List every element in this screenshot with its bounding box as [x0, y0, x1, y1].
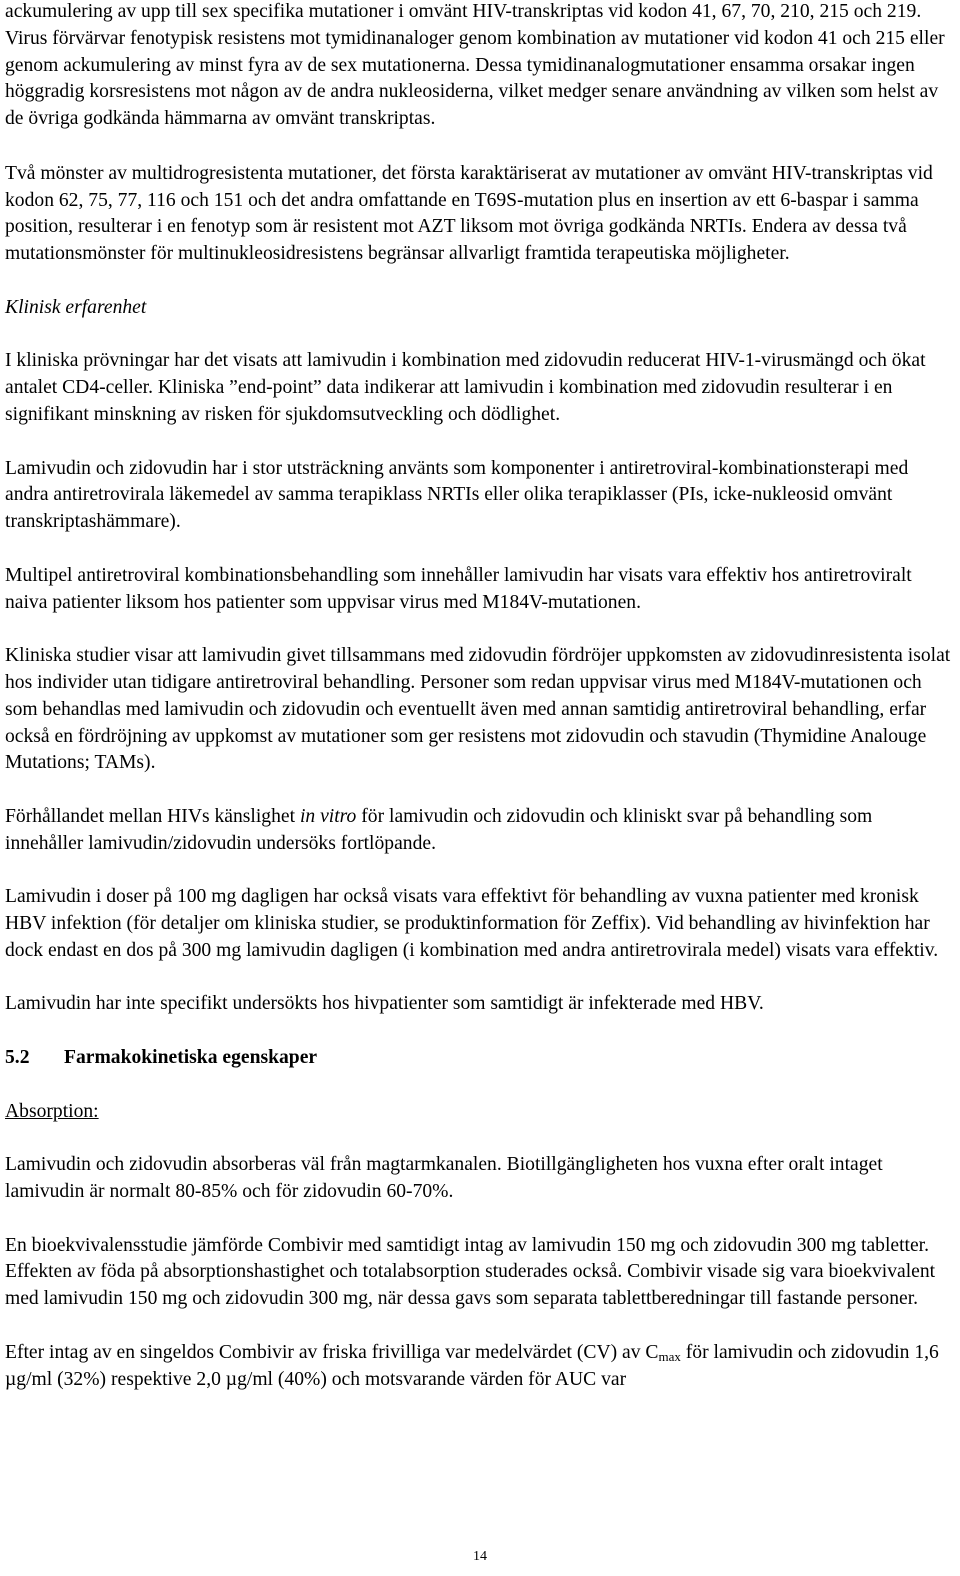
- paragraph-clinical-trials: I kliniska prövningar har det visats att lamivudin i kombination med zidovudin reducerat HIV-1-virusmängd och ökat antalet CD4-celler. Kliniska ”end-point” data indikerar att lamivudin i kombination med zidovudin resulterar i en signifikant minskning av risken för sjukdomsutveckling och dödlighet.: [5, 350, 926, 425]
- heading-absorption: Absorption:: [5, 1100, 99, 1122]
- cmax-text-after: för lamivudin och zidovudin 1,6 µg/ml (32%) respektive 2,0 µg/ml (40%) och motsvarande värden för AUC var: [5, 1341, 939, 1390]
- paragraph-in-vitro-sensitivity: [5, 804, 955, 858]
- in-vitro-text-after: för lamivudin och zidovudin och kliniskt svar på behandling som innehåller lamivudin/zidovudin undersöks fortlöpande.: [5, 805, 873, 854]
- document-page: [5, 0, 955, 1393]
- in-vitro-italic: in vitro: [299, 805, 357, 827]
- paragraph-combination-therapy: Lamivudin och zidovudin har i stor utsträckning använts som komponenter i antiretroviral-kombinationsterapi med andra antiretrovirala läkemedel av samma terapiklass NRTIs eller olika terapiklasser (PIs, icke-nukleosid omvänt transkriptashämmare).: [5, 457, 909, 533]
- section-number: 5.2: [5, 1047, 30, 1069]
- page-number: 14: [473, 1549, 487, 1564]
- paragraph-clinical-studies: Kliniska studier visar att lamivudin givet tillsammans med zidovudin fördröjer uppkomsten av zidovudinresistenta isolat hos individer utan tidigare antiretroviral behandling. Personer som redan uppvisar virus med M184V-mutationen och som behandlas med lamivudin och zidovudin och eventuellt även med annan samtidig antiretroviral behandling, erfar också en fördröjning av uppkomst av mutationer som ger resistens mot zidovudin och stavudin (Thymidine Analouge Mutations; TAMs).: [5, 645, 951, 774]
- paragraph-bioequivalence: En bioekvivalensstudie jämförde Combivir med samtidigt intag av lamivudin 150 mg och zidovudin 300 mg tabletter. Effekten av föda på absorptionshastighet och totalabsorption studerades också. Combivir visade sig vara bioekvivalent med lamivudin 150 mg och zidovudin 300 mg, när dessa gavs som separata tablettberedningar till fastande personer.: [5, 1234, 936, 1310]
- heading-clinical-experience: Klinisk erfarenhet: [5, 296, 147, 318]
- paragraph-cmax: [5, 1340, 955, 1394]
- cmax-text-before: Efter intag av en singeldos Combivir av friska frivilliga var medelvärdet (CV) av C: [5, 1341, 659, 1363]
- section-heading-pharmacokinetics: [5, 1045, 955, 1072]
- paragraph-absorption: Lamivudin och zidovudin absorberas väl från magtarmkanalen. Biotillgängligheten hos vuxna efter oralt intaget lamivudin är normalt 80-85% och för zidovudin 60-70%.: [5, 1154, 883, 1203]
- paragraph-resistance-mutations: ackumulering av upp till sex specifika mutationer i omvänt HIV-transkriptas vid kodon 41, 67, 70, 210, 215 och 219. Virus förvärvar fenotypisk resistens mot tymidinanaloger genom kombination av mutationer vid kodon 41 och 215 eller genom ackumulering av minst fyra av de sex mutationerna. Dessa tymidinanalogmutationer ensamma orsakar ingen höggradig korsresistens mot någon av de andra nukleosiderna, vilket medger senare användning av vilken som helst av de övriga godkända hämmarna av omvänt transkriptas.: [5, 1, 945, 130]
- cmax-subscript: max: [658, 1348, 681, 1364]
- paragraph-hbv-coinfection: Lamivudin har inte specifikt undersökts hos hivpatienter som samtidigt är infekterade med HBV.: [5, 993, 764, 1015]
- paragraph-hbv-dosing: Lamivudin i doser på 100 mg dagligen har också visats vara effektivt för behandling av vuxna patienter med kronisk HBV infektion (för detaljer om kliniska studier, se produktinformation för Zeffix). Vid behandling av hivinfektion har dock endast en dos på 300 mg lamivudin dagligen (i kombination med andra antiretrovirala medel) visats vara effektiv.: [5, 886, 939, 961]
- section-title: Farmakokinetiska egenskaper: [64, 1047, 318, 1069]
- paragraph-multidrug-resistance: Två mönster av multidrogresistenta mutationer, det första karaktäriserat av mutationer av omvänt HIV-transkriptas vid kodon 62, 75, 77, 116 och 151 och det andra omfattande en T69S-mutation plus en insertion av ett 6-baspar i samma position, resulterar i en fenotyp som är resistent mot AZT liksom mot övriga godkända NRTIs. Endera av dessa två mutationsmönster för multinukleosidresistens begränsar allvarligt framtida terapeutiska möjligheter.: [5, 162, 933, 265]
- in-vitro-text-before: Förhållandet mellan HIVs känslighet: [5, 805, 300, 827]
- paragraph-multiple-antiretroviral: Multipel antiretroviral kombinationsbehandling som innehåller lamivudin har visats vara effektiv hos antiretroviralt naiva patienter liksom hos patienter som uppvisar virus med M184V-mutationen.: [5, 564, 912, 613]
